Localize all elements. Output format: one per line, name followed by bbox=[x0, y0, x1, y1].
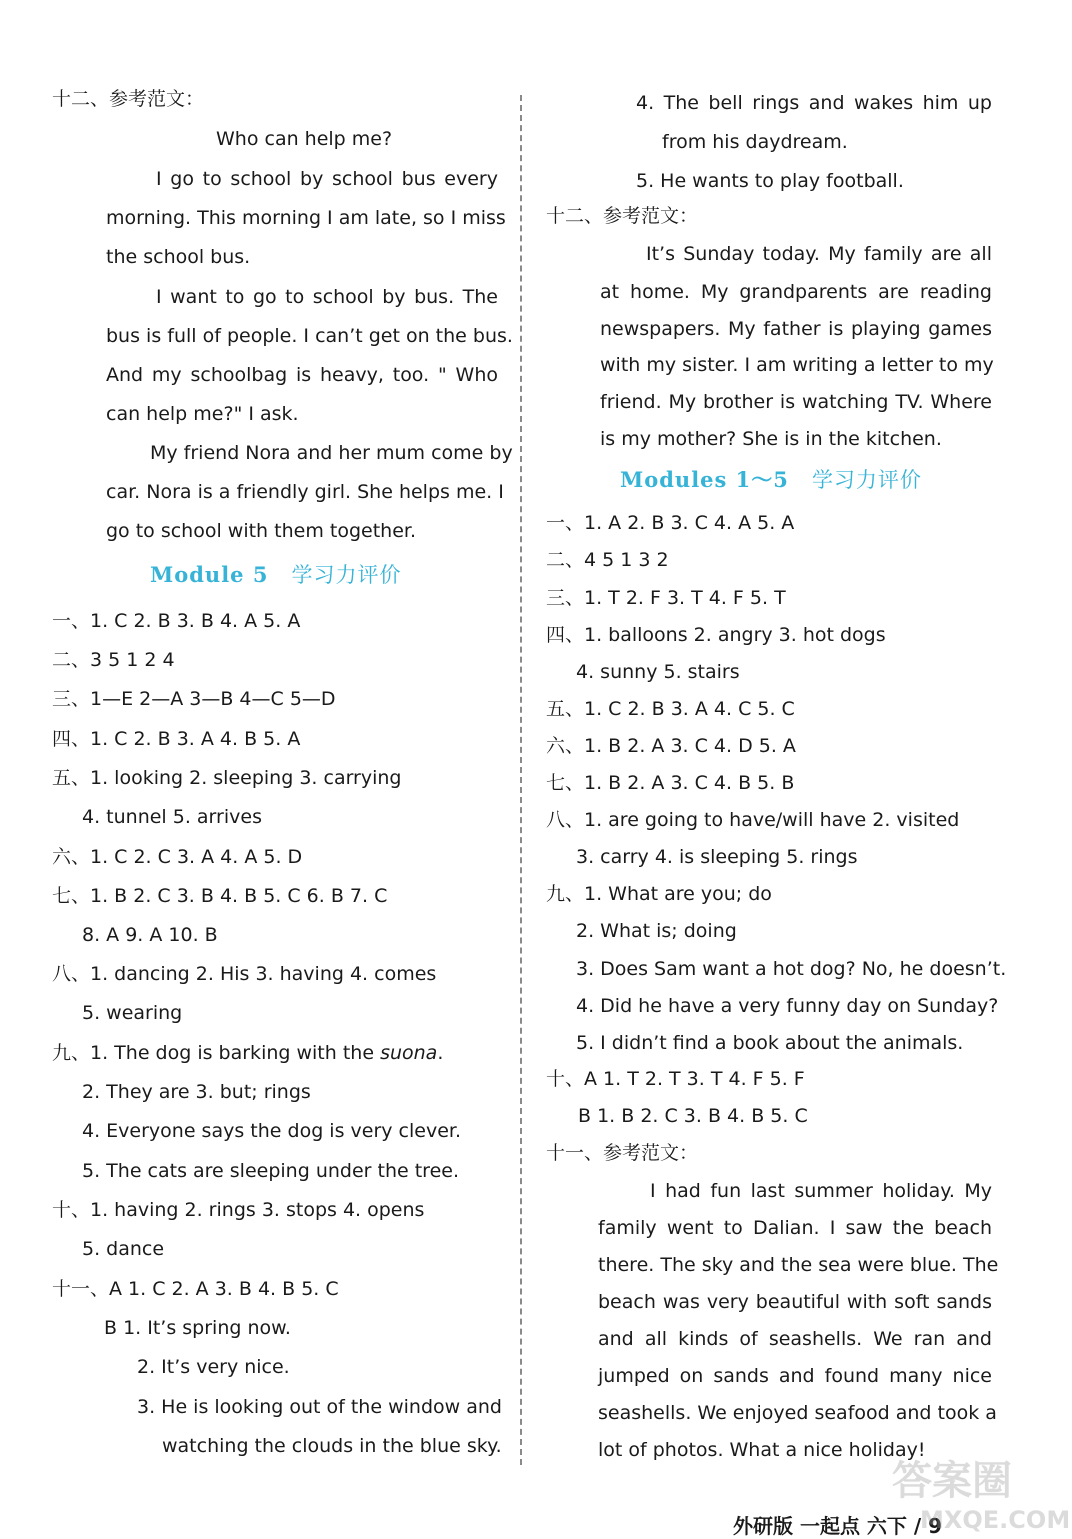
essay-line: And my schoolbag is heavy, too. " Who bbox=[106, 364, 498, 386]
answer-line: 3. carry 4. is sleeping 5. rings bbox=[576, 846, 858, 868]
answer-line: B 1. B 2. C 3. B 4. B 5. C bbox=[578, 1105, 808, 1127]
answer-line: 4. tunnel 5. arrives bbox=[82, 806, 262, 828]
essay-line: newspapers. My father is playing games bbox=[600, 318, 992, 340]
answer-line: 3. He is looking out of the window and bbox=[137, 1396, 502, 1418]
answer-line: 4. Everyone says the dog is very clever. bbox=[82, 1120, 461, 1142]
answer-text: 九、1. The dog is barking with the bbox=[52, 1042, 381, 1064]
page-footer: 外研版 一起点 六下 / 9 bbox=[733, 1514, 943, 1538]
answer-line: 八、1. dancing 2. His 3. having 4. comes bbox=[52, 963, 437, 985]
answer-line: 二、3 5 1 2 4 bbox=[52, 649, 175, 671]
answer-line: 四、1. C 2. B 3. A 4. B 5. A bbox=[52, 728, 301, 750]
answer-line: B 1. It’s spring now. bbox=[104, 1317, 291, 1339]
essay-line: friend. My brother is watching TV. Where bbox=[600, 391, 992, 413]
answer-line: 5. dance bbox=[82, 1238, 165, 1260]
answer-line: 8. A 9. A 10. B bbox=[82, 924, 218, 946]
answer-italic-word: suona bbox=[380, 1042, 438, 1064]
answer-line: 十、A 1. T 2. T 3. T 4. F 5. F bbox=[546, 1068, 805, 1090]
answer-line: 2. It’s very nice. bbox=[137, 1356, 290, 1378]
svg-text:答案圈: 答案圈 bbox=[892, 1458, 1012, 1504]
essay-line: the school bus. bbox=[106, 246, 251, 268]
section-12-heading: 十二、参考范文： bbox=[546, 205, 699, 227]
essay-line: family went to Dalian. I saw the beach bbox=[598, 1217, 992, 1239]
answer-line: 一、1. A 2. B 3. C 4. A 5. A bbox=[546, 512, 795, 534]
answer-line: 2. They are 3. but; rings bbox=[82, 1081, 311, 1103]
answer-line: 4. sunny 5. stairs bbox=[576, 661, 740, 683]
answer-line: 3. Does Sam want a hot dog? No, he doesn’t. bbox=[576, 958, 1007, 980]
answer-line: 一、1. C 2. B 3. B 4. A 5. A bbox=[52, 610, 301, 632]
answer-line: from his daydream. bbox=[662, 131, 848, 153]
answer-line: 5. The cats are sleeping under the tree. bbox=[82, 1160, 459, 1182]
essay-line: and all kinds of seashells. We ran and bbox=[598, 1328, 992, 1350]
answer-line: 五、1. C 2. B 3. A 4. C 5. C bbox=[546, 698, 795, 720]
answer-line: 4. The bell rings and wakes him up bbox=[636, 92, 992, 114]
answer-line: watching the clouds in the blue sky. bbox=[162, 1435, 502, 1457]
watermark-logo bbox=[880, 1442, 1070, 1536]
modules-1-5-heading bbox=[620, 465, 922, 495]
essay-line: seashells. We enjoyed seafood and took a bbox=[598, 1402, 997, 1424]
answer-line: 4. Did he have a very funny day on Sunday? bbox=[576, 995, 999, 1017]
module-5-heading bbox=[150, 560, 402, 590]
essay-line: lot of photos. What a nice holiday! bbox=[598, 1439, 926, 1461]
answer-text: . bbox=[437, 1042, 444, 1064]
essay-line: there. The sky and the sea were blue. The bbox=[598, 1254, 999, 1276]
answer-line: 四、1. balloons 2. angry 3. hot dogs bbox=[546, 624, 886, 646]
essay-line: is my mother? She is in the kitchen. bbox=[600, 428, 942, 450]
essay-line: I want to go to school by bus. The bbox=[156, 286, 498, 308]
essay-line: jumped on sands and found many nice bbox=[598, 1365, 992, 1387]
answer-line: 十一、A 1. C 2. A 3. B 4. B 5. C bbox=[52, 1278, 339, 1300]
essay-line: car. Nora is a friendly girl. She helps me. I bbox=[106, 481, 504, 503]
answer-line: 二、4 5 1 3 2 bbox=[546, 549, 669, 571]
column-divider bbox=[520, 95, 522, 1465]
essay-title: Who can help me? bbox=[216, 128, 393, 150]
section-11-heading: 十一、参考范文： bbox=[546, 1142, 699, 1164]
essay-line: beach was very beautiful with soft sands bbox=[598, 1291, 992, 1313]
answer-line: 七、1. B 2. A 3. C 4. B 5. B bbox=[546, 772, 795, 794]
answer-line: 三、1. T 2. F 3. T 4. F 5. T bbox=[546, 587, 786, 609]
section-12-heading: 十二、参考范文： bbox=[52, 88, 205, 110]
essay-line: go to school with them together. bbox=[106, 520, 416, 542]
essay-line: bus is full of people. I can’t get on the bus. bbox=[106, 325, 513, 347]
essay-line: morning. This morning I am late, so I miss bbox=[106, 207, 506, 229]
answer-line: 十、1. having 2. rings 3. stops 4. opens bbox=[52, 1199, 425, 1221]
answer-line: 三、1—E 2—A 3—B 4—C 5—D bbox=[52, 688, 336, 710]
modules-1-5-heading-en: Modules 1～5 bbox=[620, 467, 789, 492]
answer-line: 八、1. are going to have/will have 2. visited bbox=[546, 809, 960, 831]
essay-line: at home. My grandparents are reading bbox=[600, 281, 992, 303]
essay-line: It’s Sunday today. My family are all bbox=[646, 243, 992, 265]
answer-line: 九、1. What are you; do bbox=[546, 883, 772, 905]
essay-line: with my sister. I am writing a letter to my bbox=[600, 354, 994, 376]
essay-line: I had fun last summer holiday. My bbox=[650, 1180, 992, 1202]
answer-line: 七、1. B 2. C 3. B 4. B 5. C 6. B 7. C bbox=[52, 885, 388, 907]
module-5-heading-en: Module 5 bbox=[150, 562, 269, 587]
answer-line: 六、1. B 2. A 3. C 4. D 5. A bbox=[546, 735, 796, 757]
essay-line: My friend Nora and her mum come by bbox=[150, 442, 513, 464]
modules-1-5-heading-cn: 学习力评价 bbox=[811, 468, 922, 492]
answer-line: 5. I didn’t find a book about the animals. bbox=[576, 1032, 964, 1054]
answer-line: 五、1. looking 2. sleeping 3. carrying bbox=[52, 767, 402, 789]
answer-line: 2. What is; doing bbox=[576, 920, 737, 942]
answer-line bbox=[52, 1040, 443, 1066]
module-5-heading-cn: 学习力评价 bbox=[291, 563, 402, 587]
svg-text:MXQE.COM: MXQE.COM bbox=[920, 1506, 1070, 1534]
answer-line: 5. wearing bbox=[82, 1002, 183, 1024]
answer-line: 5. He wants to play football. bbox=[636, 170, 904, 192]
answer-line: 六、1. C 2. C 3. A 4. A 5. D bbox=[52, 846, 303, 868]
essay-line: I go to school by school bus every bbox=[156, 168, 498, 190]
essay-line: can help me?" I ask. bbox=[106, 403, 299, 425]
